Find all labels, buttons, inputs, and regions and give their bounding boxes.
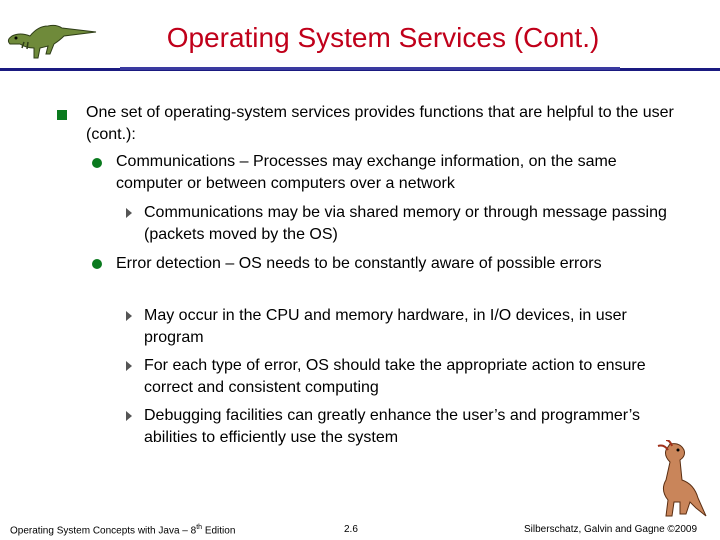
bullet-text-error-detection: Error detection – OS needs to be constantly aware of possible errors: [116, 255, 602, 272]
dinosaur-icon: [640, 440, 710, 520]
footer-authors: Silberschatz, Galvin and Gagne ©2009: [524, 524, 698, 535]
bullet-dot: [92, 158, 102, 168]
bullet-text-error-sub1: May occur in the CPU and memory hardware, in I/O devices, in user program: [144, 307, 627, 346]
bullet-arrow: [126, 411, 132, 421]
title-divider: [0, 67, 720, 73]
bullet-square: [57, 110, 67, 120]
footer-book-title: [10, 524, 235, 536]
footer-book-title-text: Operating System Concepts with Java – 8: [10, 525, 197, 537]
slide-title: Operating System Services (Cont.): [166, 22, 600, 53]
bullet-arrow: [126, 361, 132, 371]
bullet-text-communications-sub: Communications may be via shared memory or through message passing (packets moved by the OS): [144, 204, 667, 243]
footer-superscript: th: [196, 524, 203, 531]
bullet-text-error-sub3: Debugging facilities can greatly enhance the user’s and programmer’s abilities to efficiently use the system: [144, 407, 640, 446]
bullet-text-main: One set of operating-system services provides functions that are helpful to the user (cont.):: [86, 104, 674, 143]
bullet-text-communications: Communications – Processes may exchange information, on the same computer or between computers over a network: [116, 153, 617, 192]
footer-page-number: 2.6: [344, 524, 358, 535]
bullet-text-error-sub2: For each type of error, OS should take the appropriate action to ensure correct and consistent computing: [144, 357, 646, 396]
footer-edition: Edition: [202, 525, 236, 537]
bullet-arrow: [126, 208, 132, 218]
bullet-arrow: [126, 311, 132, 321]
bullet-dot: [92, 259, 102, 269]
